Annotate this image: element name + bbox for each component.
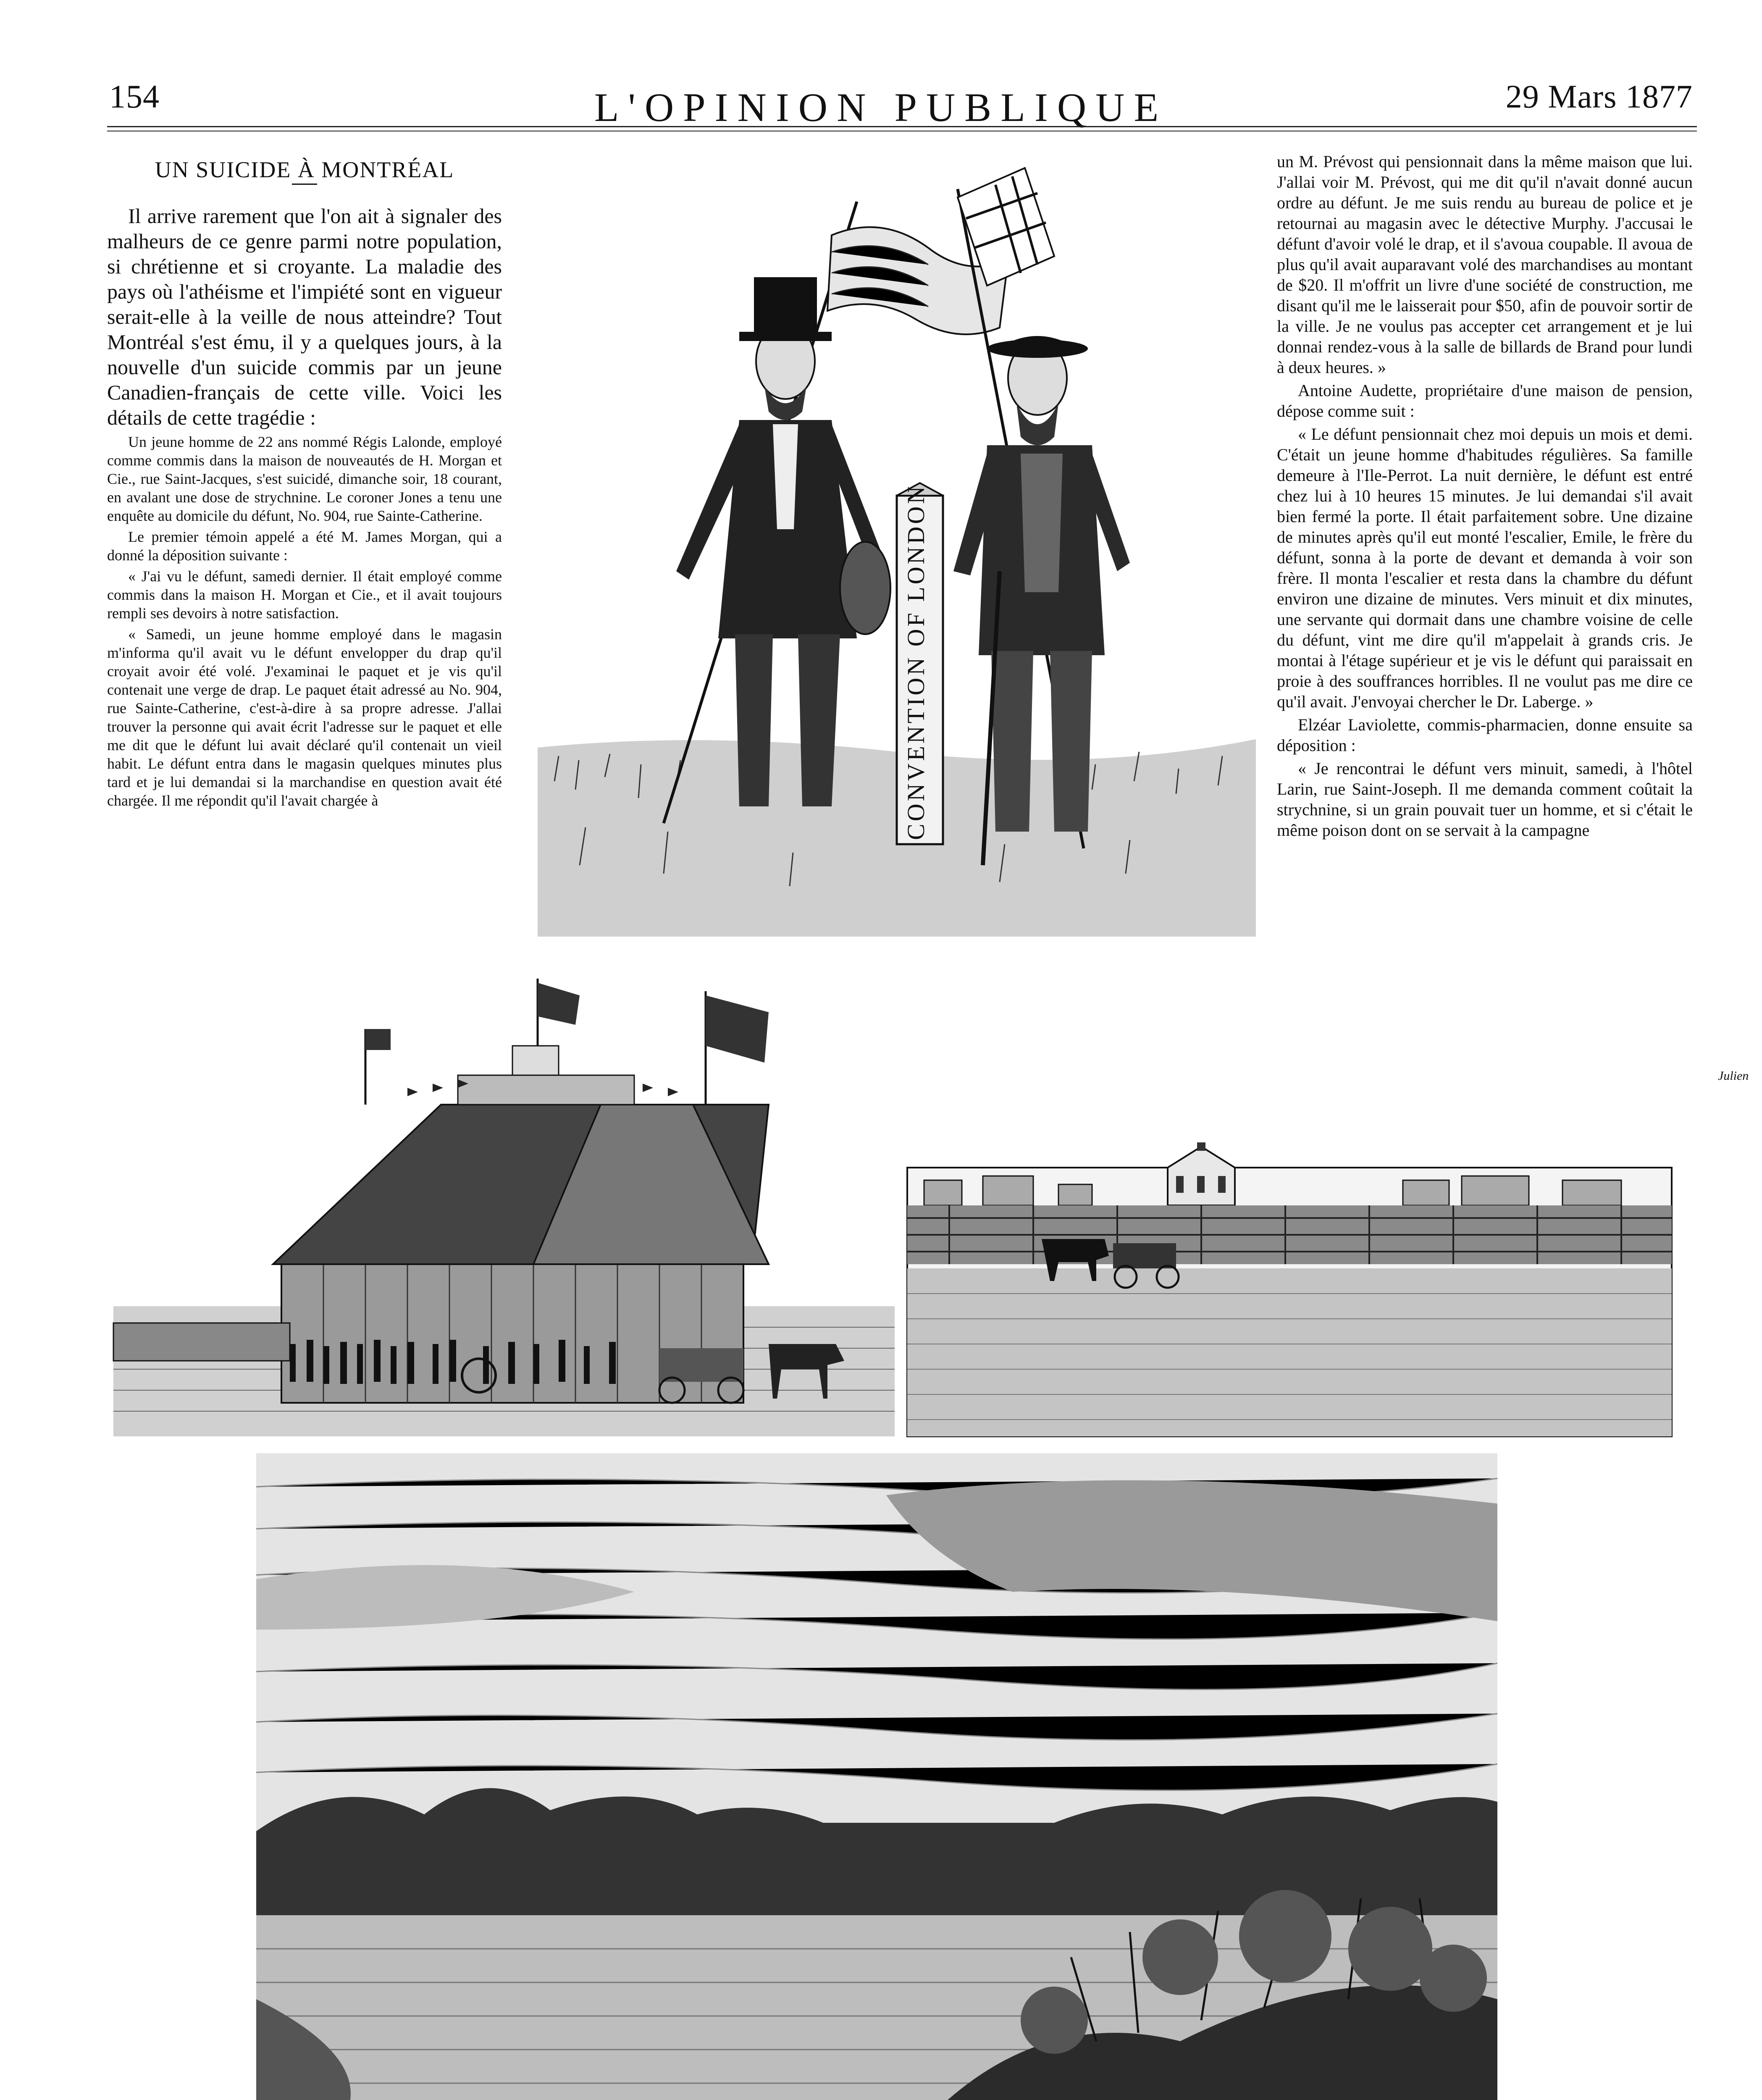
article-paragraph: « Le défunt pensionnait chez moi depuis un mois et demi. C'était un jeune homme d'habitudes régulières. Sa famille demeure à l'Ile-Perrot. La nuit dernière, le défunt est entré chez lui à 10 heures 15 minutes. Je lui demandai s'il avait bien fermé la porte. Il était parfaitement sobre. Une dizaine de minutes après qu'il eut monté l'escalier, Emile, le frère du défunt, sonna à la porte de devant et demanda à voir son frère. Il monta l'escalier et resta dans la chambre du défunt environ une dizaine de minutes. Vers minuit et dix minutes, une servante qui dormait dans une chambre voisine de celle du défunt, vint me dire qu'il m'appelait à grands cris. Je montai à l'étage supérieur et je vis le défunt qui paraissait en proie à des souffrances horribles. Il ne voulut pas me dire ce qu'il avait. J'envoyai chercher le Dr. Laberge. »	[1277, 425, 1693, 711]
article-paragraph: Antoine Audette, propriétaire d'une maison de pension, dépose comme suit :	[1277, 381, 1693, 420]
article-paragraph: Le premier témoin appelé a été M. James Morgan, qui a donné la déposition suivante :	[107, 528, 502, 564]
town-view-illustration	[907, 1142, 1672, 1436]
article-paragraph: un M. Prévost qui pensionnait dans la même maison que lui. J'allai voir M. Prévost, qui me dit qu'il n'avait donné aucun ordre au défunt. Je me suis rendu au bureau de police et je retournai au magasin avec le détective Murphy. J'accusai le défunt d'avoir volé le drap, et il s'avoua coupable. Il avoua de plus qu'il avait auparavant volé des marchandises au montant de $20. Il m'offrit un livre d'une société de construction, me disant qu'il me le laisserait pour $50, afin de pouvoir sortir de la ville. Je ne voulus pas accepter cet arrangement et je lui donnai rendez-vous à la salle de billards de Brand pour lundi à deux heures. »	[1277, 152, 1693, 377]
article-column-right	[1277, 151, 1693, 932]
article-column-left	[107, 151, 502, 932]
article-paragraph: « J'ai vu le défunt, samedi dernier. Il était employé comme commis dans la maison H. Morgan et Cie., et il avait toujours rempli ses devoirs à notre satisfaction.	[107, 568, 502, 622]
issue-date: 29 Mars 1877	[1505, 78, 1693, 115]
article-title: UN SUICIDE À MONTRÉAL	[155, 157, 454, 182]
article-paragraph: « Je rencontrai le défunt vers minuit, samedi, à l'hôtel Larin, rue Saint-Joseph. Il me demanda comment coûtait la strychnine, si un grain pouvait tuer un homme, et si c'était le même poison dont on se servait à la campagne	[1277, 759, 1693, 840]
river-landscape-illustration	[256, 1453, 1497, 2100]
article-paragraph: Elzéar Laviolette, commis-pharmacien, donne ensuite sa déposition :	[1277, 715, 1693, 755]
title-dash	[292, 184, 317, 185]
engraver-signature: Julien	[1718, 1069, 1749, 1083]
border-post-text: CONVENTION OF LONDON	[902, 483, 930, 840]
masthead-title: L'OPINION PUBLIQUE	[594, 85, 1168, 130]
depot-illustration	[113, 979, 895, 1436]
article-lead: Il arrive rarement que l'on ait à signaler des malheurs de ce genre parmi notre population, si chrétienne et si croyante. La maladie des pays où l'athéisme et l'impiété sont en vigueur serait-elle à la veille de nous atteindre? Tout Montréal s'est ému, il y a quelques jours, à la nouvelle d'un suicide commis par un jeune Canadien-français de cette ville. Voici les détails de cette tragédie :	[107, 204, 502, 429]
masthead-rule	[107, 126, 1697, 131]
article-paragraph: « Samedi, un jeune homme employé dans le magasin m'informa qu'il avait vu le défunt envelopper du drap qu'il croyait avoir été volé. J'examinai le paquet et je vis qu'il contenait une verge de drap. Le paquet était adressé au No. 904, rue Sainte-Catherine, c'est-à-dire à sa propre adresse. J'allai trouver la personne qui avait écrit l'adresse sur le paquet et elle me dit que le défunt lui avait déclaré qu'il contenait un vieil habit. Le défunt entra dans le magasin quelques minutes plus tard et je lui demandai si la marchandise en question avait été chargée. Il me répondit qu'il l'avait chargée à	[107, 626, 502, 809]
page-number: 154	[109, 78, 160, 115]
article-paragraph: Un jeune homme de 22 ans nommé Régis Lalonde, employé comme commis dans la maison de nouveautés de H. Morgan et Cie., rue Saint-Jacques, s'est suicidé, dimanche soir, 18 courant, en avalant une dose de strychnine. Le coroner Jones a tenu une enquête au domicile du défunt, No. 904, rue Sainte-Catherine.	[107, 433, 502, 524]
